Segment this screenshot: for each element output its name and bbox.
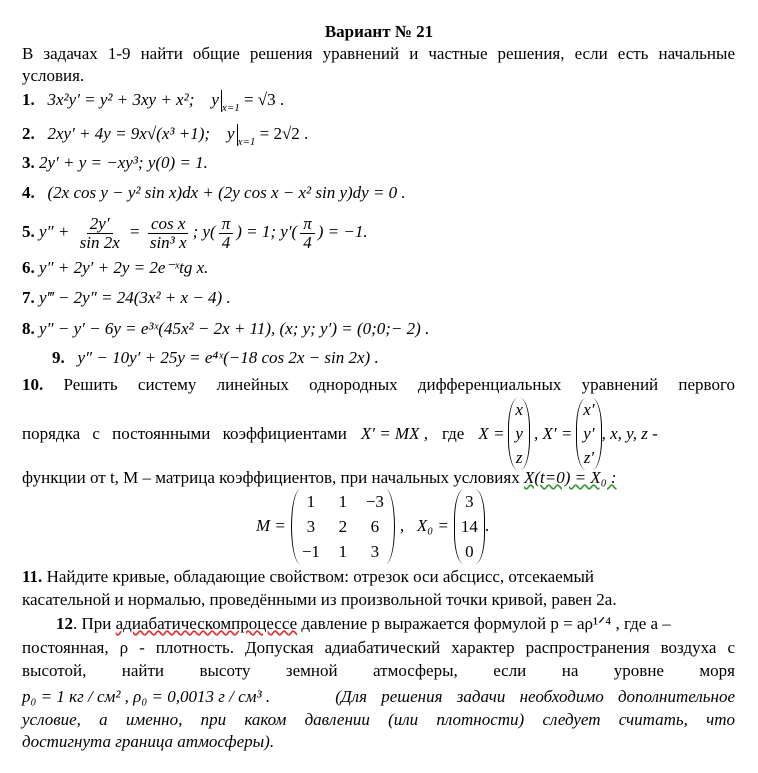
problem-number: 9. <box>52 348 65 367</box>
equation: X′ = MX , <box>360 424 428 443</box>
problem-10-line-2 <box>22 396 735 472</box>
text: . При <box>73 614 112 633</box>
note-text: (Для решения задачи необходимо дополнительное <box>335 687 735 706</box>
problem-10-line-3 <box>22 468 617 488</box>
fraction <box>77 215 123 252</box>
problem-number: 3. <box>22 153 35 172</box>
problem-number: 4. <box>22 183 35 202</box>
matrix-line <box>256 491 490 561</box>
problem-4 <box>22 183 406 203</box>
text: где <box>441 424 465 443</box>
cell: 6 <box>370 516 380 536</box>
equation: y″ − 10y′ + 25y = e⁴ˣ(−18 cos 2x − sin 2x) . <box>77 348 379 367</box>
condition-value: = 2√2 . <box>259 124 309 143</box>
problem-12-line-3: высотой, найти высоту земной атмосферы, если на уровне моря <box>22 661 735 680</box>
text: давление p выражается формулой p = aρ¹ᐟ⁴ , где a – <box>301 614 671 633</box>
cell: 3 <box>465 491 474 511</box>
condition-var: y <box>227 124 235 143</box>
problem-number: 11. <box>22 567 43 586</box>
numerator: cos x <box>148 215 188 234</box>
problem-1 <box>22 90 284 118</box>
condition-var: y <box>211 90 219 109</box>
text: Найдите кривые, обладающие свойством: отрезок оси абсцисс, отсекаемый <box>46 567 594 586</box>
text: функции от t, M – матрица коэффициентов, при начальных условиях <box>22 468 520 487</box>
problem-7 <box>22 288 231 308</box>
cell: z′ <box>583 448 595 467</box>
page-title <box>0 22 758 42</box>
cell: 0 <box>465 541 474 561</box>
cell: 3 <box>306 516 316 536</box>
condition-sub: x=1 <box>221 102 240 114</box>
problem-number: 10. <box>22 375 44 394</box>
problem-number: 5. <box>22 222 35 241</box>
problem-number: 6. <box>22 258 35 277</box>
misspelled-word: адиабатическомпроцессе <box>115 614 298 633</box>
x0-label: , X₀ = <box>399 516 449 535</box>
vector-x-prime <box>576 398 601 470</box>
denominator: 4 <box>221 232 231 252</box>
equation: y″ − y′ − 6y = e³ˣ(45x² − 2x + 11), (x; y; y′) = (0;0;− 2) . <box>39 319 430 338</box>
problem-number: 1. <box>22 90 35 109</box>
vector-x0 <box>454 489 485 564</box>
numerator: 2y′ <box>87 215 113 234</box>
title-text: Вариант № 21 <box>324 22 434 41</box>
fraction <box>147 215 190 252</box>
denominator: sin³ x <box>149 232 187 252</box>
cell: 1 <box>338 491 348 511</box>
equation: y″ + 2y′ + 2y = 2e⁻ˣtg x. <box>39 258 209 277</box>
fraction <box>219 215 234 252</box>
problem-number: 12 <box>56 614 73 633</box>
problem-12-line-1 <box>56 614 671 634</box>
cell: y′ <box>583 424 595 443</box>
problem-12-line-4 <box>22 687 735 707</box>
equals: = <box>130 222 140 241</box>
equation: y‴ − 2y″ = 24(3x² + x − 4) . <box>39 288 231 307</box>
equation: (2x cos y − y² sin x)dx + (2y cos x − x² sin y)dy = 0 . <box>47 183 406 202</box>
problem-number: 2. <box>22 124 35 143</box>
problem-6 <box>22 258 208 278</box>
variables: , x, y, z - <box>601 424 658 443</box>
text: порядка с постоянными коэффициентами <box>22 424 347 443</box>
problem-12-line-6: достигнута граница атмосферы). <box>22 732 275 751</box>
cell: x′ <box>583 400 595 419</box>
numerator: π <box>219 215 234 234</box>
problem-10-line-1 <box>22 375 735 395</box>
cell: 14 <box>460 516 478 536</box>
problem-3 <box>22 153 208 173</box>
equation: 2xy′ + 4y = 9x√(x³ +1); <box>47 124 211 143</box>
denominator: 4 <box>303 232 312 252</box>
equation-part: ; y( <box>192 222 216 241</box>
intro-line-2: условия. <box>22 66 85 85</box>
period: . <box>484 516 490 535</box>
equation-part: y″ + <box>39 222 70 241</box>
matrix-m <box>291 489 395 564</box>
problem-11-line-1 <box>22 567 594 587</box>
condition-sub: x=1 <box>237 136 256 148</box>
problem-8 <box>22 319 429 339</box>
xprime-label: , X′ = <box>533 424 573 443</box>
problem-9 <box>52 348 379 368</box>
cell: −1 <box>301 541 320 561</box>
fraction <box>300 215 315 252</box>
denominator: sin 2x <box>79 232 120 252</box>
equation-part: ) = −1. <box>317 222 368 241</box>
problem-12-line-2: постоянная, ρ - плотность. Допуская адиабатический характер распространения воздуха с <box>22 638 735 657</box>
initial-values: p₀ = 1 кг / см² , ρ₀ = 0,0013 г / см³ . <box>22 687 271 706</box>
equation: 3x²y′ = y² + 3xy + x²; <box>47 90 195 109</box>
cell: y <box>515 424 523 443</box>
equation-part: ) = 1; y′( <box>236 222 298 241</box>
condition-value: = √3 . <box>243 90 285 109</box>
text: Решить систему линейных однородных дифференциальных уравнений первого <box>63 375 736 394</box>
cell: z <box>515 448 523 467</box>
problem-number: 8. <box>22 319 35 338</box>
numerator: π <box>300 215 315 234</box>
cell: 1 <box>338 541 348 561</box>
problem-number: 7. <box>22 288 35 307</box>
cell: 2 <box>338 516 348 536</box>
problem-12-line-5: условие, а именно, при каком давлении (или плотности) следует считать, что <box>22 710 735 729</box>
problem-2 <box>22 124 308 152</box>
matrix-label: M = <box>256 516 286 535</box>
intro-line-1: В задачах 1-9 найти общие решения уравнений и частные решения, если есть начальные <box>22 44 735 63</box>
equation: 2y′ + y = −xy³; y(0) = 1. <box>39 153 208 172</box>
problem-5 <box>22 212 368 252</box>
vector-x <box>508 398 530 470</box>
initial-condition: X(t=0) = X₀ : <box>523 468 617 487</box>
cell: −3 <box>365 491 384 511</box>
x-label: X = <box>478 424 505 443</box>
problem-11-line-2: касательной и нормалью, проведёнными из произвольной точки кривой, равен 2a. <box>22 590 617 609</box>
cell: x <box>515 400 523 419</box>
cell: 3 <box>370 541 380 561</box>
cell: 1 <box>306 491 316 511</box>
